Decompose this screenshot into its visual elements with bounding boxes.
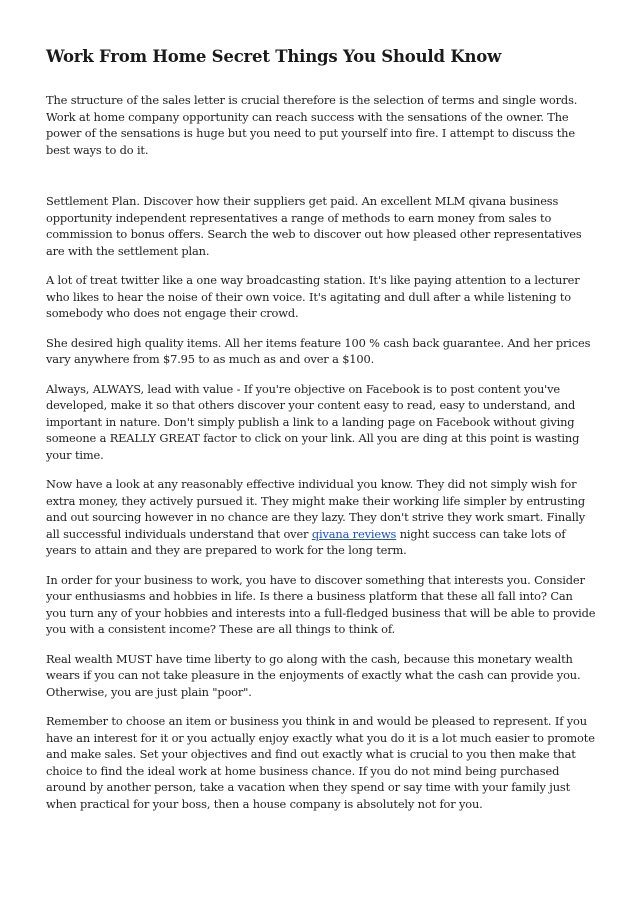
paragraph-lead-with-value: Always, ALWAYS, lead with value - If you're objective on Facebook is to post content you've developed, make it so that others discover your content easy to read, easy to understand, and important in nature. Don't simply publish a link to a landing page on Facebook without giving someone a REALLY GREAT factor to click on your link. All you are ding at this point is wasting your time. — [46, 381, 580, 462]
paragraph-effective-individual — [46, 476, 596, 559]
paragraph-interests: In order for your business to work, you have to discover something that interests you. Consider your enthusiasms and hobbies in life. Is there a business platform that these all fall into? Can you turn any of your hobbies and interests into a full-fledged business that will be able to provide you with a consistent income? These are all things to think of. — [46, 572, 596, 636]
paragraph-text: Now have a look at any reasonably effective individual you know. They did not simply wish for extra money, they actively pursued it. They might make their working life simpler by entrusting and out sourcing however in no chance are they lazy. They don't strive they work smart. Finally all successful individuals understand that over — [46, 477, 586, 541]
paragraph-twitter: A lot of treat twitter like a one way broadcasting station. It's like paying attention to a lecturer who likes to hear the noise of their own voice. It's agitating and dull after a while listening to somebody who does not engage their crowd. — [46, 273, 580, 320]
paragraph-text: night success can take lots of years to attain and they are prepared to work for the long term. — [46, 526, 566, 557]
paragraph-choose-business: Remember to choose an item or business you think in and would be pleased to represent. If you have an interest for it or you actually enjoy exactly what you do it is a lot much easier to promote and make sales. Set your objectives and find out exactly what is crucial to you then make that choice to find the ideal work at home business chance. If you do not mind being purchased around by another person, take a vacation when they spend or say time with your family just when practical for your boss, then a house company is absolutely not for you. — [46, 714, 595, 811]
paragraph-settlement-plan: Settlement Plan. Discover how their suppliers get paid. An excellent MLM qivana business opportunity independent representatives a range of methods to earn money from sales to commission to bonus offers. Search the web to discover out how pleased other representatives are with the settlement plan. — [46, 194, 582, 258]
paragraph-real-wealth: Real wealth MUST have time liberty to go along with the cash, because this monetary wealth wears if you can not take pleasure in the enjoyments of exactly what the cash can provide you. Otherwise, you are just plain "poor". — [46, 651, 581, 699]
paragraph-quality-items: She desired high quality items. All her items feature 100 % cash back guarantee. And her prices vary anywhere from $7.95 to as much as and over a $100. — [46, 335, 591, 366]
paragraph-intro: The structure of the sales letter is crucial therefore is the selection of terms and single words. Work at home company opportunity can reach success with the sensations of the owner. The power of the sensations is huge but you need to put yourself into fire. I attempt to discuss the best ways to do it. — [46, 93, 578, 157]
document-page — [46, 46, 596, 825]
qivana-reviews-link[interactable]: qivana reviews — [311, 526, 397, 541]
paragraph-spacer — [46, 171, 596, 193]
page-title: Work From Home Secret Things You Should Know — [46, 47, 502, 66]
